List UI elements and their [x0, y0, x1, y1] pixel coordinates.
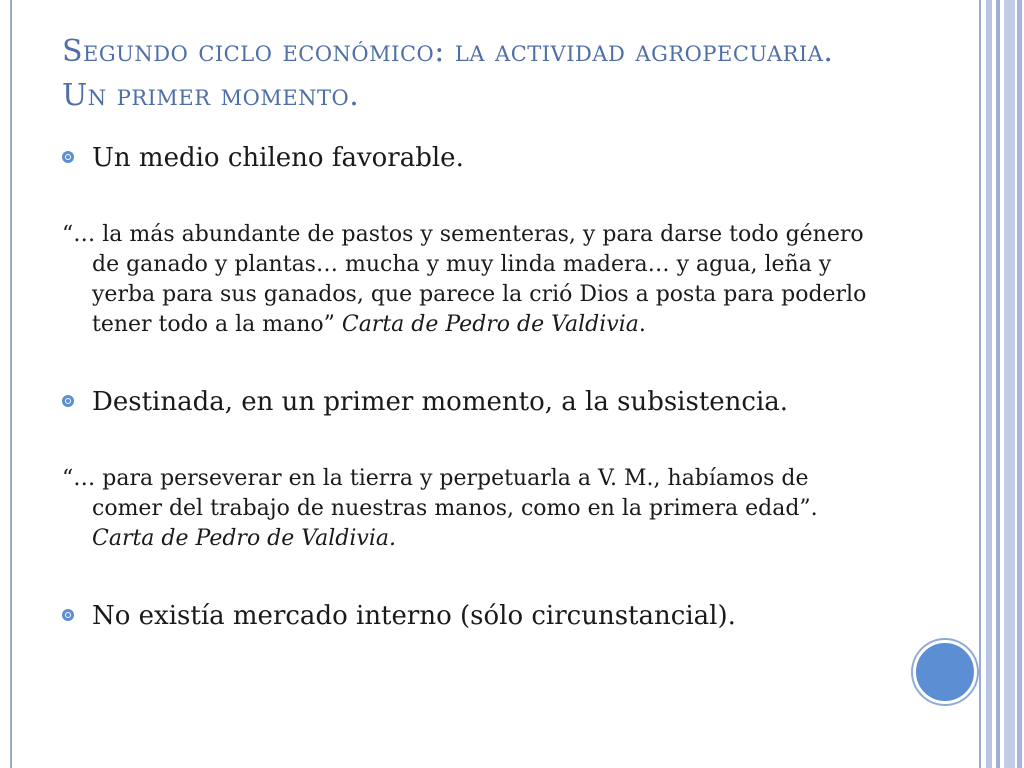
quote-text: “… la más abundante de pastos y sementeras, y para darse todo género de ganado y plantas… mucha y muy linda madera… y agua, leña y yerba para sus ganados, que parece la crió Dios a posta para poderlo tener todo a la mano”: [62, 222, 867, 337]
decorative-stripe: [996, 0, 1000, 768]
quote-text: “… para perseverar en la tierra y perpetuarla a V. M., habíamos de comer del trabajo de nuestras manos, como en la primera edad”.: [62, 466, 818, 521]
decorative-stripe: [1004, 0, 1015, 768]
decorative-stripe: [979, 0, 981, 768]
bullet-circle-icon: [62, 395, 74, 407]
bullet-circle-icon: [62, 609, 74, 621]
slide-body: [62, 140, 882, 634]
quote-paragraph: [62, 220, 882, 340]
decorative-stripe: [1017, 0, 1022, 768]
quote-source: Carta de Pedro de Valdivia.: [92, 526, 396, 551]
slide-title: Segundo ciclo económico: la actividad agropecuaria. Un primer momento.: [62, 34, 834, 113]
quote-end: .: [638, 312, 646, 337]
quote-paragraph: [62, 464, 882, 554]
decorative-circle: [913, 640, 977, 704]
bullet-circle-icon: [62, 151, 74, 163]
bullet-text: No existía mercado interno (sólo circunstancial).: [92, 601, 736, 631]
bullet-item: [62, 384, 882, 420]
bullet-item: [62, 140, 882, 176]
bullet-text: Un medio chileno favorable.: [92, 143, 464, 173]
bullet-text: Destinada, en un primer momento, a la subsistencia.: [92, 387, 789, 417]
bullet-item: [62, 598, 882, 634]
left-border-line: [10, 0, 12, 768]
quote-source: Carta de Pedro de Valdivia: [341, 312, 639, 337]
decorative-stripe: [986, 0, 992, 768]
